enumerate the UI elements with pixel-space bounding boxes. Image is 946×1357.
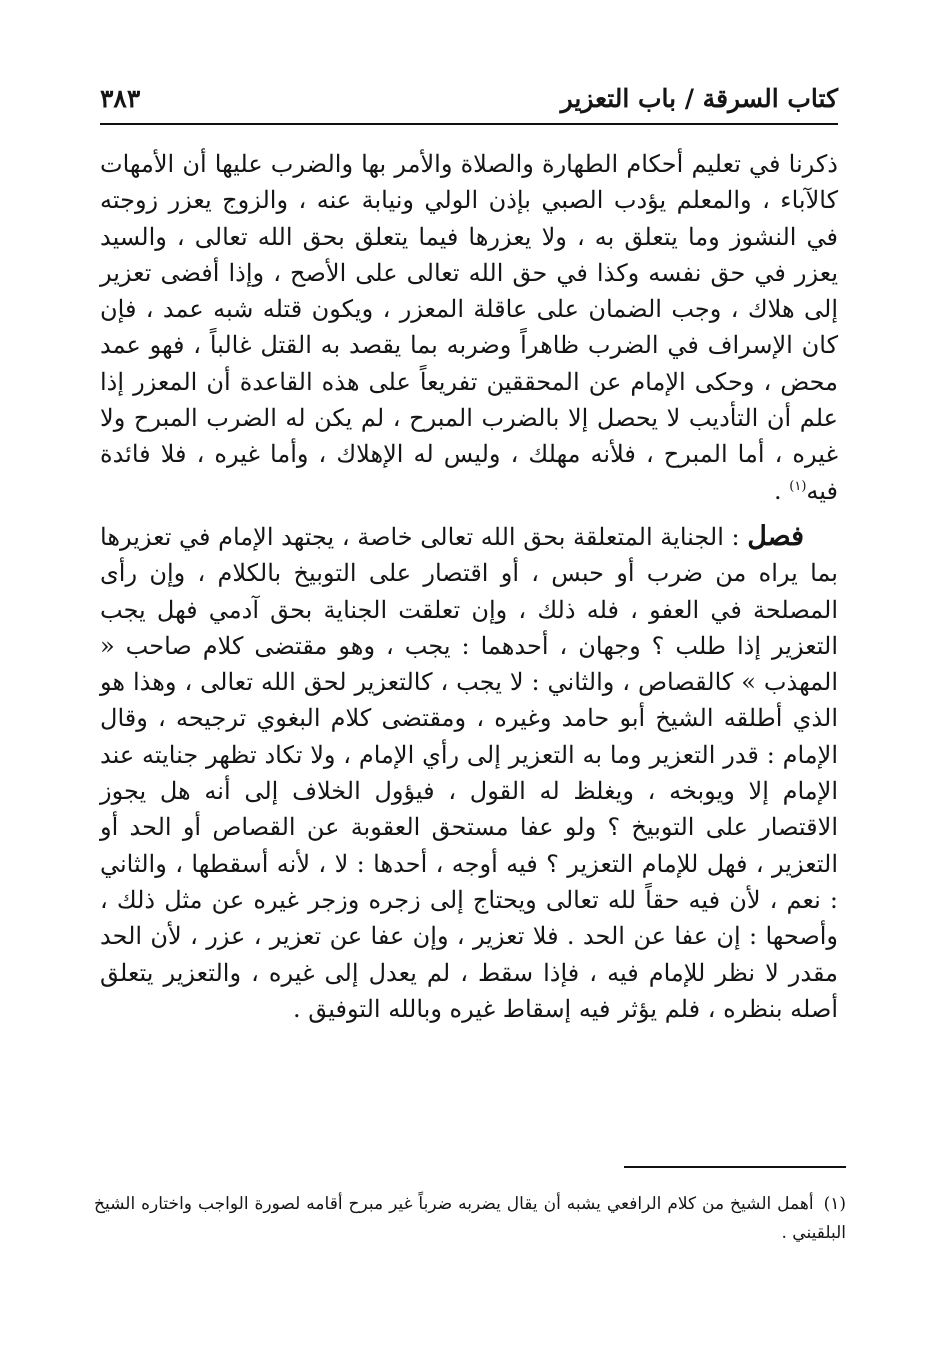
footnote-text: أهمل الشيخ من كلام الرافعي يشبه أن يقال يضربه ضرباً غير مبرح أقامه لصورة الواجب واختاره الشيخ البلقيني . [94,1194,846,1243]
main-text [100,146,838,1027]
paragraph-text: : الجناية المتعلقة بحق الله تعالى خاصة ، يجتهد الإمام في تعزيرها بما يراه من ضرب أو حبس ، أو اقتصار على التوبيخ بالكلام ، وإن رأى المصلحة في العفو ، فله ذلك ، وإن تعلقت الجناية بحق آدمي فهل يجب التعزير إذا طلب ؟ وجهان ، أحدهما : يجب ، وهو مقتضى كلام صاحب « المهذب » كالقصاص ، والثاني : لا يجب ، كالتعزير لحق الله تعالى ، وهذا هو الذي أطلقه الشيخ أبو حامد وغيره ، ومقتضى كلام البغوي ترجيحه ، وقال الإمام : قدر التعزير وما به التعزير إلى رأي الإمام ، ولا تكاد تظهر جنايته عند الإمام إلا ويوبخه ، ويغلظ له القول ، فيؤول الخلاف إلى أنه هل يجوز الاقتصار على التوبيخ ؟ ولو عفا مستحق العقوبة عن القصاص أو الحد أو التعزير ، فهل للإمام التعزير ؟ فيه أوجه ، أحدها : لا ، لأنه أسقطها ، والثاني : نعم ، لأن فيه حقاً لله تعالى ويحتاج إلى زجره وزجر غيره عن مثل ذلك ، وأصحها : إن عفا عن الحد . فلا تعزير ، وإن عفا عن تعزير ، عزر ، لأن الحد مقدر لا نظر للإمام فيه ، فإذا سقط ، لم يعدل إلى غيره ، والتعزير يتعلق أصله بنظره ، فلم يؤثر فيه إسقاط غيره وبالله التوفيق . [100,522,839,1023]
paragraph [100,146,838,509]
footnote-rule [624,1166,846,1168]
paragraph-text: ذكرنا في تعليم أحكام الطهارة والصلاة والأمر بها والضرب عليها أن الأمهات كالآباء ، والمعلم يؤدب الصبي بإذن الولي ونيابة عنه ، والزوج يعزر زوجته في النشوز وما يتعلق به ، ولا يعزرها فيما يتعلق بحق الله تعالى ، والسيد يعزر في حق نفسه وكذا في حق الله تعالى على الأصح ، وإذا أفضى تعزير إلى هلاك ، وجب الضمان على عاقلة المعزر ، ويكون قتله شبه عمد ، فإن كان الإسراف في الضرب ظاهراً وضربه بما يقصد به القتل غالباً ، فهو عمد محض ، وحكى الإمام عن المحققين تفريعاً على هذه القاعدة أن المعزر إذا علم أن التأديب لا يحصل إلا بالضرب المبرح ، لم يكن له الضرب المبرح ولا غيره ، أما المبرح ، فلأنه مهلك ، وليس له الإهلاك ، وأما غيره ، فلا فائدة فيه [100,150,838,505]
section-label: فصل [747,520,804,552]
page-header [100,78,838,124]
header-rule [100,123,838,125]
footnote [94,1190,846,1248]
section-paragraph [100,519,838,1027]
paragraph-end: . [774,476,790,505]
footnote-marker: (١) [823,1194,846,1214]
running-title: كتاب السرقة / باب التعزير [560,84,838,113]
page-number: ٣٨٣ [100,84,141,113]
footnote-reference: (١) [789,478,807,494]
